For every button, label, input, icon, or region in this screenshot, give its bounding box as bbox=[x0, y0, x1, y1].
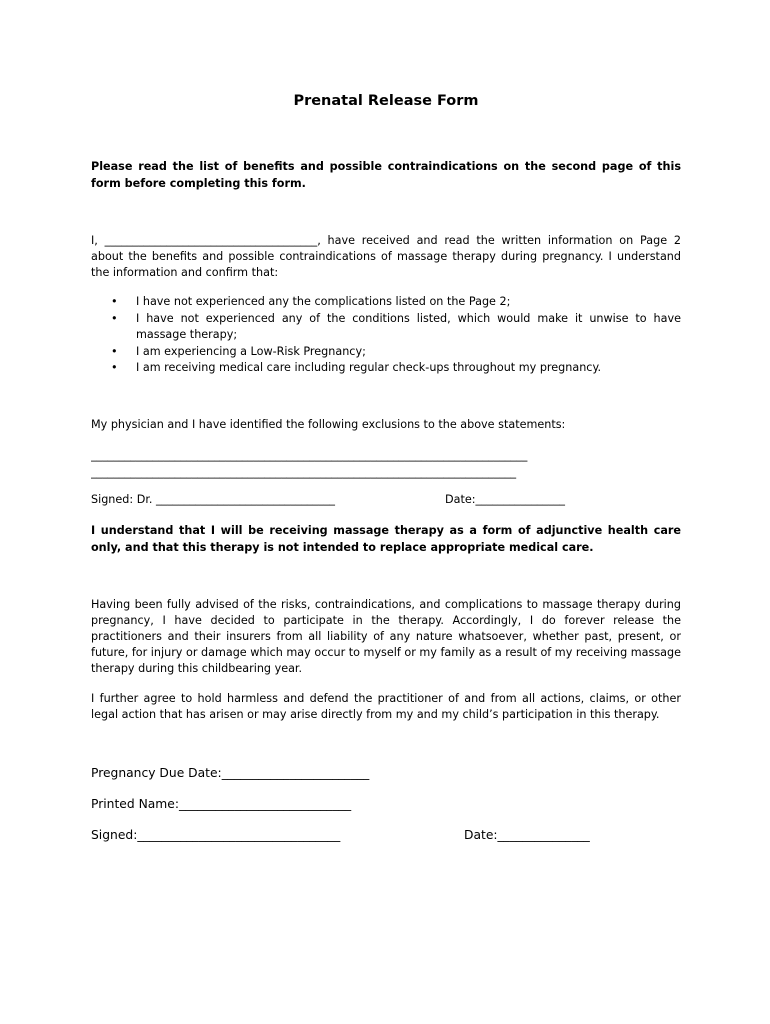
physician-signature-field[interactable]: Signed: Dr. ________________________________ bbox=[91, 493, 336, 506]
exclusions-label: My physician and I have identified the following exclusions to the above statements: bbox=[91, 418, 566, 431]
list-item bbox=[91, 311, 681, 344]
list-item-text: I am receiving medical care including regular check-ups throughout my pregnancy. bbox=[136, 361, 602, 374]
physician-date-field[interactable]: Date:________________ bbox=[445, 493, 566, 506]
exclusion-line-1[interactable]: ______________________________________________________________________________ bbox=[91, 449, 528, 462]
printed-name-field[interactable]: Printed Name:____________________________ bbox=[91, 797, 352, 811]
client-signature-field[interactable]: Signed:_________________________________ bbox=[91, 828, 341, 842]
bullet-icon: • bbox=[111, 311, 118, 325]
list-item bbox=[91, 344, 681, 361]
exclusion-line-2[interactable]: ____________________________________________________________________________ bbox=[91, 466, 517, 479]
list-item bbox=[91, 294, 681, 311]
pregnancy-due-date-field[interactable]: Pregnancy Due Date:________________________ bbox=[91, 766, 370, 780]
intro-paragraph: I, ______________________________________, have received and read the written information on Page 2 about the benefits and possible contraindications of massage therapy during pregnancy. I understand the information and confirm that: bbox=[91, 234, 681, 279]
release-paragraph: Having been fully advised of the risks, contraindications, and complications to massage therapy during pregnancy, I have decided to participate in the therapy. Accordingly, I do forever release the practitioners and their insurers from all liability of any nature whatsoever, whether past, present, or future, for injury or damage which may occur to myself or my family as a result of my receiving massage therapy during this childbearing year. bbox=[91, 598, 681, 675]
hold-harmless-paragraph: I further agree to hold harmless and defend the practitioner of and from all actions, claims, or other legal action that has arisen or may arise directly from my and my child’s participation in this therapy. bbox=[91, 692, 681, 721]
bullet-icon: • bbox=[111, 344, 118, 358]
release-form-page bbox=[91, 0, 681, 1024]
client-date-field[interactable]: Date:_______________ bbox=[464, 828, 590, 842]
bullet-icon: • bbox=[111, 295, 118, 308]
list-item bbox=[91, 360, 681, 377]
list-item-text: I have not experienced any the complications listed on the Page 2; bbox=[136, 295, 511, 308]
list-item-text: I am experiencing a Low-Risk Pregnancy; bbox=[136, 344, 366, 358]
bullet-icon: • bbox=[111, 361, 118, 374]
understanding-statement: I understand that I will be receiving massage therapy as a form of adjunctive health care only, and that this therapy is not intended to replace appropriate medical care. bbox=[91, 524, 681, 554]
page-title: Prenatal Release Form bbox=[293, 93, 479, 109]
confirmation-list bbox=[91, 294, 681, 377]
list-item-text: I have not experienced any of the conditions listed, which would make it unwise to have massage therapy; bbox=[136, 311, 681, 341]
instruction-paragraph: Please read the list of benefits and possible contraindications on the second page of this form before completing this form. bbox=[91, 160, 681, 190]
